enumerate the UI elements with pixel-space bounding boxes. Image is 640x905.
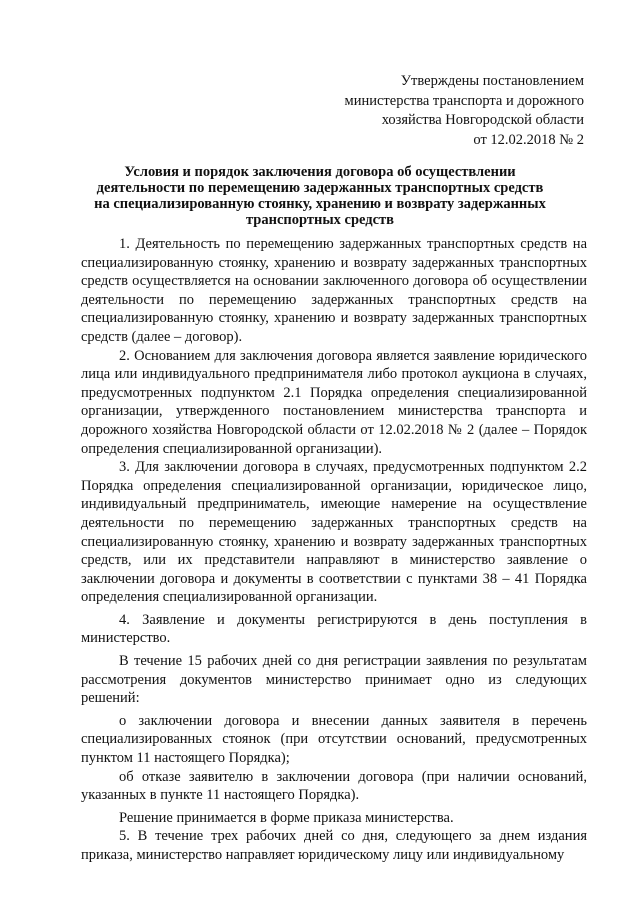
approval-date-line: от 12.02.2018 № 2 bbox=[473, 131, 584, 148]
approval-line: министерства транспорта и дорожного bbox=[344, 92, 584, 109]
paragraph-decision-intro: В течение 15 рабочих дней со дня регистрации заявления по результатам рассмотрения документов министерство принимает одно из следующих решений: bbox=[81, 653, 587, 707]
document-body bbox=[81, 235, 587, 865]
paragraph-2: 2. Основанием для заключения договора является заявление юридического лица или индивидуального предпринимателя либо протокол аукциона в случаях, предусмотренных подпунктом 2.1 Порядка определения специализированной организации, утвержденного постановлением министерства транспорта и дорожного хозяйства Новгородской области от 12.02.2018 № 2 (далее – Порядок определения специализированной организации). bbox=[81, 347, 587, 457]
paragraph-1: 1. Деятельность по перемещению задержанных транспортных средств на специализированную стоянку, хранению и возврату задержанных транспортных средств осуществляется на основании заключенного договора об осуществлении деятельности по перемещению задержанных транспортных средств на специализированную стоянку, хранению и возврату задержанных транспортных средств (далее – договор). bbox=[81, 236, 587, 345]
approval-line: хозяйства Новгородской области bbox=[381, 112, 584, 128]
paragraph-decision-refuse: об отказе заявителю в заключении договора (при наличии оснований, указанных в пункте 11 настоящего Порядка). bbox=[81, 768, 587, 804]
paragraph-4: 4. Заявление и документы регистрируются в день поступления в министерство. bbox=[81, 611, 587, 647]
paragraph-5: 5. В течение трех рабочих дней со дня, следующего за днем издания приказа, министерство направляет юридическому лицу или индивидуальному bbox=[81, 828, 587, 863]
paragraph-3: 3. Для заключении договора в случаях, предусмотренных подпунктом 2.2 Порядка определения специализированной организации, юридическое лицо, индивидуальный предприниматель, имеющие намерение на осуществление деятельности по перемещению задержанных транспортных средств на специализированную стоянку, хранению и возврату задержанных транспортных средств, или их представители направляют в министерство заявление о заключении договора и документы в соответствии с пунктами 38 – 41 Порядка определения специализированной организации. bbox=[81, 459, 587, 606]
paragraph-decision-form: Решение принимается в форме приказа министерства. bbox=[119, 809, 454, 826]
paragraph-decision-conclude: о заключении договора и внесении данных заявителя в перечень специализированных стоянок (при отсутствии оснований, предусмотренных пунктом 11 настоящего Порядка); bbox=[81, 712, 587, 767]
document-title: Условия и порядок заключения договора об осуществлении деятельности по перемещению задержанных транспортных средств на специализированную стоянку, хранению и возврату задержанных транспортных средств bbox=[94, 164, 546, 228]
approval-block bbox=[345, 72, 584, 150]
approval-line: Утверждены постановлением bbox=[400, 73, 584, 89]
